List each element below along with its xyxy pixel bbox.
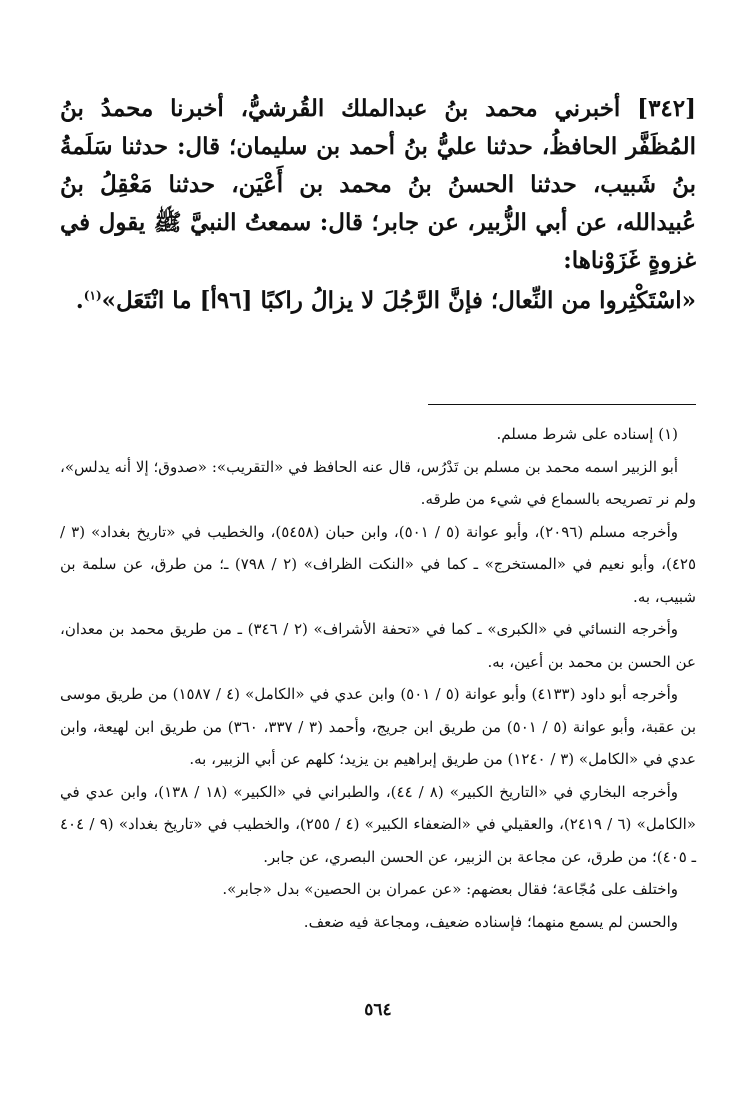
footnote-marker: (١) <box>83 288 102 303</box>
matn-end: . <box>75 287 84 314</box>
hadith-chain <box>60 90 696 280</box>
isnad-text: أخبرني محمد بنُ عبدالملك القُرشيُّ، أخبرنا محمدُ بنُ المُظَفَّر الحافظُ، حدثنا عليُّ بنُ أحمد بن سليمان؛ قال: حدثنا سَلَمةُ بنُ شَبيب، حدثنا الحسنُ بنُ محمد بن أَعْيَن، حدثنا مَعْقِلُ بنُ عُبيدالله، عن أبي الزُّبير، عن جابر؛ قال: سمعتُ النبيَّ ﷺ يقول في غزوةٍ غَزَوْناها: <box>60 95 696 274</box>
hadith-number: [٣٤٢] <box>637 95 697 122</box>
main-text <box>60 90 696 320</box>
folio-marker: [٩٦أ] <box>199 287 253 314</box>
footnote-takhrij-nasai: وأخرجه النسائي في «الكبرى» ـ كما في «تحفة الأشراف» (٢ / ٣٤٦) ـ من طريق محمد بن معدان، عن الحسن بن محمد بن أعين، به. <box>60 620 696 671</box>
footnote-ikhtilaf: واختلف على مُجّاعة؛ فقال بعضهم: «عن عمران بن الحصين» بدل «جابر». <box>222 880 678 898</box>
page-number: ٥٦٤ <box>364 1000 392 1020</box>
footnote-takhrij-abudawud: وأخرجه أبو داود (٤١٣٣) وأبو عوانة (٥ / ٥٠١) وابن عدي في «الكامل» (٤ / ١٥٨٧) من طريق موسى بن عقبة، وأبو عوانة (٥ / ٥٠١) من طريق ابن جريج، وأحمد (٣ / ٣٣٧، ٣٦٠) من طريق ابن لهيعة، وابن عدي في «الكامل» (٣ / ١٢٤٠) من طريق إبراهيم بن يزيد؛ كلهم عن أبي الزبير، به. <box>60 685 697 768</box>
footnote-takhrij-bukhari: وأخرجه البخاري في «التاريخ الكبير» (٨ / ٤٤)، والطبراني في «الكبير» (١٨ / ١٣٨)، وابن عدي في «الكامل» (٦ / ٢٤١٩)، والعقيلي في «الضعفاء الكبير» (٤ / ٢٥٥)، والخطيب في «تاريخ بغداد» (٩ / ٤٠٤ ـ ٤٠٥)؛ من طرق، عن مجاعة بن الزبير، عن الحسن البصري، عن جابر. <box>60 782 696 866</box>
matn-part-1: «اسْتَكْثِروا من النِّعال؛ فإنَّ الرَّجُلَ لا يزالُ راكبًا <box>260 287 696 314</box>
footnote-takhrij-muslim: وأخرجه مسلم (٢٠٩٦)، وأبو عوانة (٥ / ٥٠١)، وابن حبان (٥٤٥٨)، والخطيب في «تاريخ بغداد» (٣ / ٤٢٥)، وأبو نعيم في «المستخرج» ـ كما في «النكت الظراف» (٢ / ٧٩٨) ـ؛ من طرق، عن سلمة بن شبيب، به. <box>60 522 697 606</box>
footnote-narrator-note: أبو الزبير اسمه محمد بن مسلم بن تَدْرُس، قال عنه الحافظ في «التقريب»: «صدوق؛ إلا أنه يدلس»، ولم نر تصريحه بالسماع في شيء من طرقه. <box>60 457 696 508</box>
footnote-hukm: والحسن لم يسمع منهما؛ فإسناده ضعيف، ومجاعة فيه ضعف. <box>303 912 678 931</box>
footnote-1: (١) إسناده على شرط مسلم. <box>496 425 678 443</box>
footnotes <box>60 418 696 938</box>
hadith-matn <box>60 282 696 320</box>
footnote-separator <box>428 404 696 405</box>
matn-part-2: ما انْتَعَل» <box>101 287 192 314</box>
